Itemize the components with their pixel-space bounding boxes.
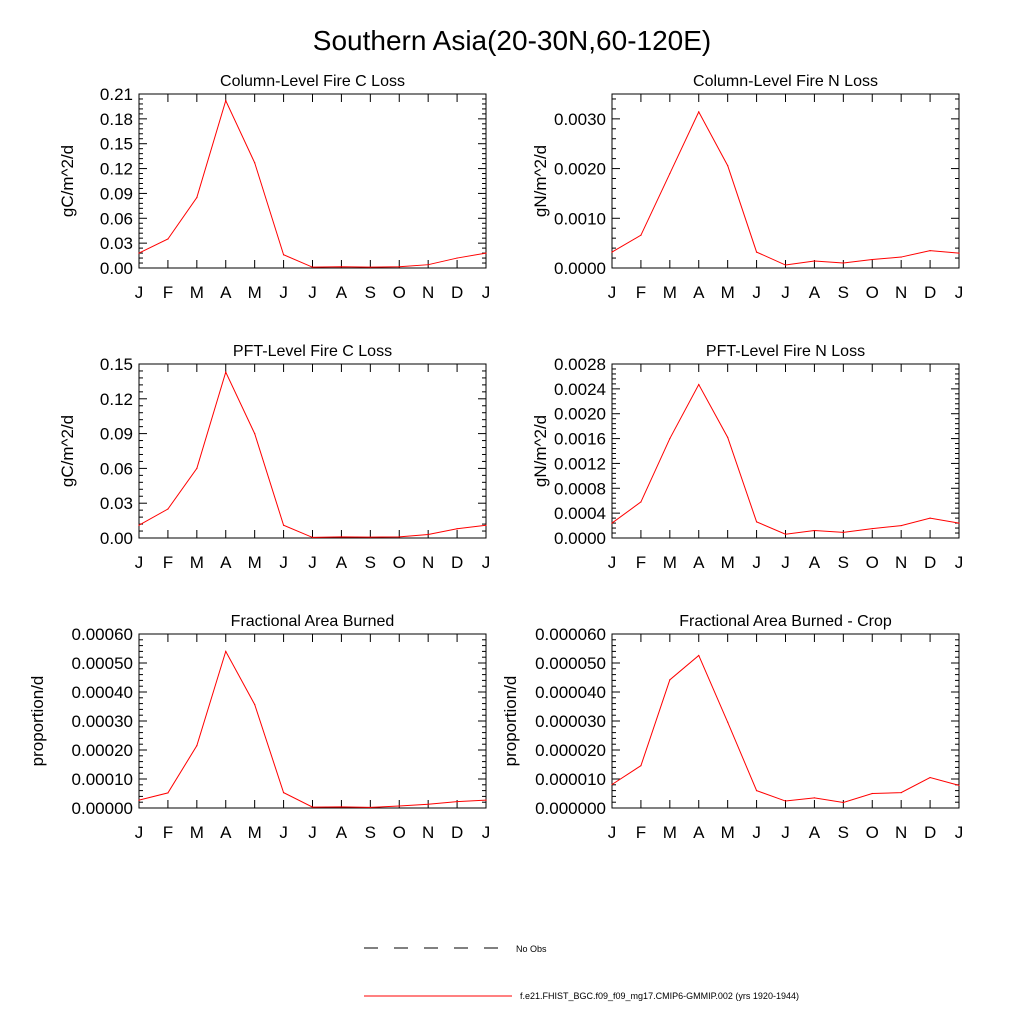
x-tick-label: N: [422, 823, 435, 842]
data-point: [901, 792, 902, 793]
x-tick-label: A: [693, 823, 705, 842]
series-line: [612, 385, 959, 535]
x-tick-label: F: [162, 823, 174, 842]
x-tick-label: M: [189, 283, 204, 302]
x-tick-label: N: [895, 823, 908, 842]
y-tick-label: 0.0030: [554, 109, 606, 129]
y-tick-label: 0.15: [99, 134, 133, 154]
plot-frame: [139, 634, 486, 808]
x-tick-label: D: [450, 553, 464, 572]
y-tick-label: 0.000010: [535, 770, 606, 789]
series-line: [612, 112, 959, 265]
data-point: [843, 532, 844, 533]
data-point: [196, 745, 197, 746]
y-tick-label: 0.000050: [535, 654, 606, 673]
data-point: [727, 437, 728, 438]
y-tick-label: 0.0008: [554, 479, 606, 499]
x-tick-label: M: [189, 553, 204, 572]
x-tick-label: J: [481, 823, 491, 842]
x-tick-label: J: [134, 823, 144, 842]
x-tick-label: A: [693, 553, 705, 572]
x-tick-label: A: [808, 823, 821, 842]
y-tick-label: 0.0000: [554, 259, 606, 278]
data-point: [901, 525, 902, 526]
x-tick-label: J: [279, 283, 288, 302]
data-point: [698, 655, 699, 656]
y-tick-label: 0.00: [99, 529, 133, 548]
data-point: [341, 806, 342, 807]
x-tick-label: S: [364, 553, 377, 572]
y-tick-label: 0.0004: [554, 504, 606, 524]
y-tick-label: 0.21: [99, 85, 133, 104]
data-point: [640, 765, 641, 766]
x-tick-label: J: [279, 553, 288, 572]
x-tick-label: F: [635, 823, 647, 842]
chart-panel-3: [531, 343, 963, 572]
data-point: [814, 797, 815, 798]
data-point: [341, 536, 342, 537]
y-tick-label: 0.00000: [71, 799, 133, 818]
plot-frame: [612, 634, 959, 808]
data-point: [428, 804, 429, 805]
x-tick-label: S: [837, 553, 850, 572]
x-tick-label: O: [392, 823, 406, 842]
data-point: [370, 536, 371, 537]
x-tick-label: S: [364, 823, 377, 842]
data-point: [167, 238, 168, 239]
data-point: [872, 528, 873, 529]
x-tick-label: S: [364, 283, 377, 302]
data-point: [312, 537, 313, 538]
y-tick-label: 0.00030: [71, 712, 133, 731]
y-tick-label: 0.0020: [554, 159, 606, 179]
x-tick-label: A: [335, 823, 348, 842]
data-point: [640, 501, 641, 502]
data-point: [456, 801, 457, 802]
y-tick-label: 0.00: [99, 259, 133, 278]
x-tick-label: M: [247, 283, 262, 302]
data-point: [669, 173, 670, 174]
x-tick-label: J: [752, 553, 761, 572]
y-tick-label: 0.0000: [554, 529, 606, 548]
panels: [28, 73, 963, 842]
x-tick-label: F: [162, 553, 174, 572]
data-point: [814, 260, 815, 261]
x-tick-label: J: [752, 823, 761, 842]
y-axis-label: gN/m^2/d: [531, 144, 550, 218]
chart-panel-1: [531, 73, 963, 302]
x-tick-label: M: [247, 553, 262, 572]
y-tick-label: 0.15: [99, 355, 133, 374]
chart-title: Column-Level Fire N Loss: [693, 73, 878, 90]
x-tick-label: J: [279, 823, 288, 842]
legend-model-label: f.e21.FHIST_BGC.f09_f09_mg17.CMIP6-GMMIP.002 (yrs 1920-1944): [520, 991, 799, 1001]
data-point: [727, 165, 728, 166]
y-tick-label: 0.000000: [535, 799, 606, 818]
legend-no-obs-label: No Obs: [516, 944, 547, 954]
x-tick-label: A: [335, 553, 348, 572]
plot-frame: [612, 94, 959, 268]
y-tick-label: 0.03: [99, 494, 133, 514]
data-point: [283, 525, 284, 526]
x-tick-label: D: [923, 553, 937, 572]
data-point: [611, 784, 612, 785]
y-tick-label: 0.0012: [554, 454, 606, 474]
x-tick-label: N: [895, 283, 908, 302]
data-point: [929, 777, 930, 778]
x-tick-label: M: [720, 823, 735, 842]
x-tick-label: N: [895, 553, 908, 572]
y-tick-label: 0.000040: [535, 683, 606, 702]
figure-title: Southern Asia(20-30N,60-120E): [312, 25, 712, 56]
data-point: [929, 250, 930, 251]
x-tick-label: F: [162, 283, 174, 302]
x-tick-label: A: [220, 823, 232, 842]
y-tick-label: 0.0016: [554, 429, 606, 449]
x-tick-label: O: [392, 283, 406, 302]
x-tick-label: N: [422, 553, 435, 572]
y-tick-label: 0.0010: [554, 209, 606, 229]
x-tick-label: J: [781, 553, 790, 572]
data-point: [756, 521, 757, 522]
y-tick-label: 0.12: [99, 159, 133, 179]
data-point: [901, 256, 902, 257]
data-point: [756, 790, 757, 791]
y-tick-label: 0.0028: [554, 355, 606, 374]
data-point: [485, 525, 486, 526]
data-point: [485, 800, 486, 801]
data-point: [456, 528, 457, 529]
data-point: [958, 785, 959, 786]
data-point: [698, 111, 699, 112]
y-tick-label: 0.00060: [71, 625, 133, 644]
data-point: [399, 266, 400, 267]
plot-frame: [139, 94, 486, 268]
data-point: [640, 235, 641, 236]
data-point: [167, 508, 168, 509]
data-point: [225, 372, 226, 373]
data-point: [225, 651, 226, 652]
x-tick-label: M: [662, 823, 677, 842]
x-tick-label: M: [189, 823, 204, 842]
x-tick-label: J: [481, 553, 491, 572]
x-tick-label: D: [450, 823, 464, 842]
data-point: [370, 807, 371, 808]
y-tick-label: 0.12: [99, 389, 133, 409]
data-point: [254, 433, 255, 434]
legend: [364, 944, 799, 1001]
y-axis-label: proportion/d: [28, 675, 47, 767]
plot-frame: [139, 364, 486, 538]
x-tick-label: J: [308, 553, 317, 572]
chart-title: Fractional Area Burned - Crop: [679, 613, 892, 630]
x-tick-label: O: [392, 553, 406, 572]
x-tick-label: M: [247, 823, 262, 842]
x-tick-label: M: [720, 553, 735, 572]
data-point: [312, 807, 313, 808]
data-point: [785, 534, 786, 535]
x-tick-label: J: [752, 283, 761, 302]
x-tick-label: M: [662, 283, 677, 302]
y-tick-label: 0.06: [99, 459, 133, 479]
chart-title: Fractional Area Burned: [230, 613, 395, 630]
x-tick-label: D: [923, 283, 937, 302]
data-point: [611, 522, 612, 523]
x-tick-label: J: [308, 283, 317, 302]
chart-panel-4: [28, 613, 490, 842]
x-tick-label: O: [865, 553, 879, 572]
x-tick-label: A: [808, 553, 821, 572]
y-tick-label: 0.09: [99, 424, 133, 444]
y-tick-label: 0.00040: [71, 683, 133, 702]
data-point: [428, 264, 429, 265]
chart-title: PFT-Level Fire C Loss: [232, 343, 393, 360]
x-tick-label: D: [450, 283, 464, 302]
data-point: [669, 438, 670, 439]
data-point: [785, 800, 786, 801]
y-tick-label: 0.00020: [71, 741, 133, 760]
data-point: [138, 252, 139, 253]
y-axis-label: proportion/d: [501, 675, 520, 767]
data-point: [254, 704, 255, 705]
y-tick-label: 0.000030: [535, 712, 606, 731]
x-tick-label: F: [635, 553, 647, 572]
data-point: [225, 100, 226, 101]
y-axis-label: gN/m^2/d: [531, 414, 550, 488]
y-tick-label: 0.000060: [535, 625, 606, 644]
chart-panel-2: [58, 343, 490, 572]
data-point: [138, 800, 139, 801]
data-point: [872, 259, 873, 260]
y-axis-label: gC/m^2/d: [58, 414, 77, 488]
data-point: [872, 793, 873, 794]
x-tick-label: S: [837, 823, 850, 842]
x-tick-label: D: [923, 823, 937, 842]
x-tick-label: N: [422, 283, 435, 302]
x-tick-label: J: [954, 553, 964, 572]
data-point: [399, 805, 400, 806]
data-point: [756, 251, 757, 252]
y-tick-label: 0.000020: [535, 741, 606, 760]
data-point: [428, 534, 429, 535]
data-point: [341, 266, 342, 267]
data-point: [843, 802, 844, 803]
data-point: [196, 468, 197, 469]
x-tick-label: J: [954, 283, 964, 302]
data-point: [399, 536, 400, 537]
data-point: [785, 264, 786, 265]
chart-panel-5: [501, 613, 963, 842]
data-point: [958, 522, 959, 523]
x-tick-label: M: [720, 283, 735, 302]
x-tick-label: J: [308, 823, 317, 842]
data-point: [138, 525, 139, 526]
x-tick-label: A: [808, 283, 821, 302]
x-tick-label: A: [335, 283, 348, 302]
x-tick-label: S: [837, 283, 850, 302]
data-point: [485, 252, 486, 253]
data-point: [814, 530, 815, 531]
x-tick-label: J: [607, 823, 617, 842]
y-tick-label: 0.09: [99, 184, 133, 204]
x-tick-label: M: [662, 553, 677, 572]
y-tick-label: 0.0024: [554, 379, 606, 399]
y-axis-label: gC/m^2/d: [58, 144, 77, 218]
x-tick-label: J: [781, 823, 790, 842]
x-tick-label: J: [607, 283, 617, 302]
data-point: [843, 262, 844, 263]
chart-title: PFT-Level Fire N Loss: [705, 343, 866, 360]
y-tick-label: 0.00050: [71, 654, 133, 673]
y-tick-label: 0.00010: [71, 770, 133, 789]
data-point: [167, 792, 168, 793]
y-tick-label: 0.06: [99, 209, 133, 229]
x-tick-label: O: [865, 283, 879, 302]
x-tick-label: J: [781, 283, 790, 302]
x-tick-label: J: [134, 553, 144, 572]
data-point: [283, 254, 284, 255]
series-line: [612, 655, 959, 802]
series-line: [139, 101, 486, 268]
x-tick-label: A: [220, 283, 232, 302]
data-point: [929, 518, 930, 519]
data-point: [254, 162, 255, 163]
x-tick-label: J: [134, 283, 144, 302]
data-point: [611, 251, 612, 252]
y-tick-label: 0.0020: [554, 404, 606, 424]
data-point: [370, 267, 371, 268]
data-point: [727, 722, 728, 723]
y-tick-label: 0.18: [99, 109, 133, 129]
x-tick-label: O: [865, 823, 879, 842]
x-tick-label: J: [481, 283, 491, 302]
data-point: [698, 384, 699, 385]
data-point: [456, 257, 457, 258]
series-line: [139, 651, 486, 807]
data-point: [196, 197, 197, 198]
series-line: [139, 372, 486, 537]
x-tick-label: A: [220, 553, 232, 572]
chart-title: Column-Level Fire C Loss: [220, 73, 405, 90]
y-tick-label: 0.03: [99, 234, 133, 254]
data-point: [312, 267, 313, 268]
x-tick-label: A: [693, 283, 705, 302]
data-point: [283, 792, 284, 793]
chart-panel-0: [58, 73, 490, 302]
x-tick-label: J: [954, 823, 964, 842]
data-point: [669, 679, 670, 680]
x-tick-label: F: [635, 283, 647, 302]
x-tick-label: J: [607, 553, 617, 572]
data-point: [958, 252, 959, 253]
